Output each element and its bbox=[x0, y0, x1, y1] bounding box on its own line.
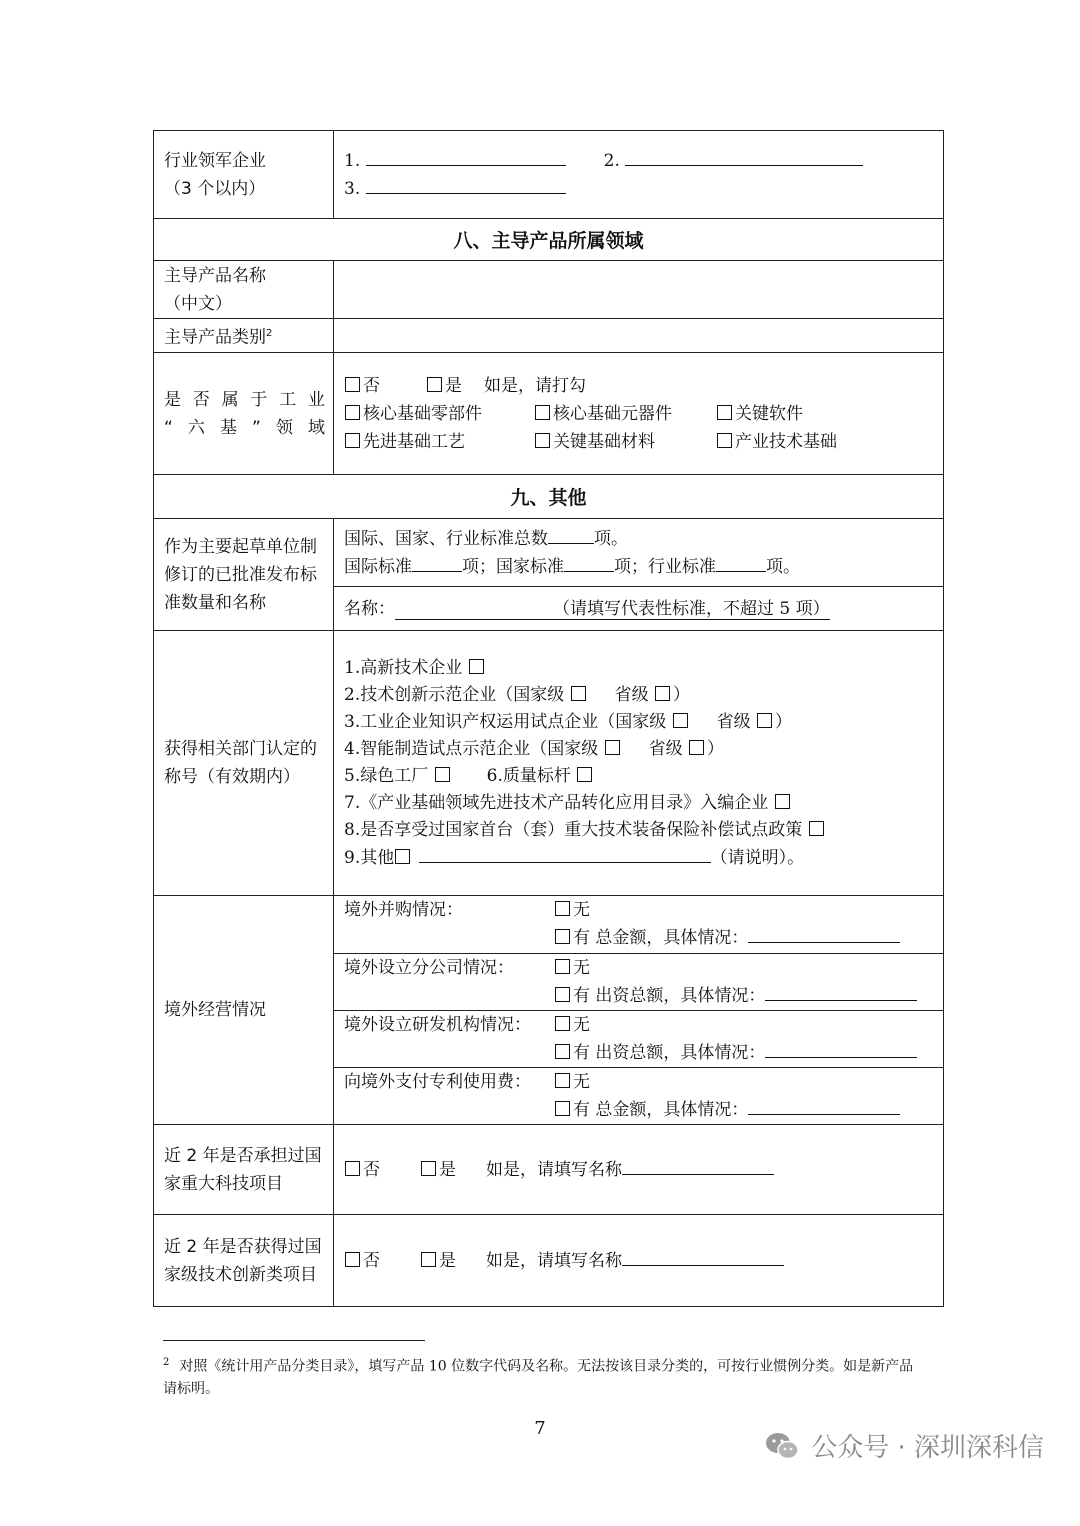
no-label: 否 bbox=[363, 1159, 380, 1180]
opt-checkbox[interactable] bbox=[535, 433, 550, 448]
yes-label: 是 bbox=[439, 1250, 456, 1271]
title-2: 2.技术创新示范企业（国家级 bbox=[344, 684, 565, 705]
fill-name-hint: 如是，请填写名称 bbox=[486, 1250, 622, 1271]
product-category-label bbox=[154, 319, 334, 353]
leaders-row bbox=[154, 131, 944, 219]
have-label: 有 bbox=[573, 1099, 590, 1120]
section-8-title: 八、主导产品所属领域 bbox=[154, 219, 944, 261]
opt-label: 核心基础零部件 bbox=[363, 403, 482, 424]
overseas-cell bbox=[334, 896, 944, 1125]
overseas-item-label: 向境外支付专利使用费： bbox=[344, 1071, 531, 1092]
leader-2-field[interactable] bbox=[625, 147, 863, 166]
yes-label: 是 bbox=[445, 375, 462, 396]
leader-2-num: 2. bbox=[603, 150, 620, 171]
have-label: 有 bbox=[573, 985, 590, 1006]
major-no-checkbox[interactable] bbox=[345, 1161, 360, 1176]
product-category-label-text: 主导产品类别 bbox=[164, 327, 266, 348]
watermark-text: 公众号 · 深圳深科信 bbox=[811, 1433, 1044, 1463]
standards-label: 作为主要起草单位制修订的已批准发布标准数量和名称 bbox=[154, 519, 334, 631]
title-8-checkbox[interactable] bbox=[809, 821, 824, 836]
none-checkbox[interactable] bbox=[555, 1016, 570, 1031]
leader-3-field[interactable] bbox=[366, 175, 566, 194]
no-label: 否 bbox=[363, 375, 380, 396]
title-7-checkbox[interactable] bbox=[775, 794, 790, 809]
prov-label: 省级 bbox=[614, 684, 649, 705]
detail-label: 出资总额，具体情况： bbox=[595, 985, 766, 1006]
footnote-text: 对照《统计用产品分类目录》，填写产品 10 位数字代码及名称。无法按该目录分类的，可按行业惯例分类。如是新产品请标明。 bbox=[163, 1358, 914, 1397]
std-name-label: 名称： bbox=[344, 598, 395, 619]
six-base-cell bbox=[334, 353, 944, 475]
page-number: 7 bbox=[534, 1418, 546, 1439]
title-9: 9.其他 bbox=[344, 847, 395, 868]
opt-checkbox[interactable] bbox=[345, 433, 360, 448]
opt-checkbox[interactable] bbox=[717, 405, 732, 420]
std-industry-label: 项；行业标准 bbox=[614, 556, 716, 577]
std-intl-field[interactable] bbox=[412, 553, 462, 572]
title-4-prov-checkbox[interactable] bbox=[689, 740, 704, 755]
std-name-field[interactable] bbox=[395, 599, 830, 620]
have-label: 有 bbox=[573, 1042, 590, 1063]
major-name-field[interactable] bbox=[622, 1156, 774, 1175]
watermark bbox=[765, 1427, 1044, 1464]
innov-name-field[interactable] bbox=[622, 1247, 784, 1266]
detail-field[interactable] bbox=[748, 1096, 900, 1115]
product-name-label-text: 主导产品名称 （中文） bbox=[164, 265, 266, 314]
std-industry-field[interactable] bbox=[716, 553, 766, 572]
none-checkbox[interactable] bbox=[555, 901, 570, 916]
leaders-label bbox=[154, 131, 334, 219]
footnote-ref: 2 bbox=[266, 327, 273, 339]
title-1: 1.高新技术企业 bbox=[344, 657, 463, 678]
opt-checkbox[interactable] bbox=[535, 405, 550, 420]
std-total-unit: 项。 bbox=[594, 528, 628, 549]
innov-yes-checkbox[interactable] bbox=[421, 1252, 436, 1267]
opt-checkbox[interactable] bbox=[345, 405, 360, 420]
title-5-checkbox[interactable] bbox=[435, 767, 450, 782]
std-national-field[interactable] bbox=[564, 553, 614, 572]
none-checkbox[interactable] bbox=[555, 1073, 570, 1088]
application-form-table bbox=[153, 130, 944, 1307]
product-category-field[interactable] bbox=[334, 319, 944, 353]
title-1-checkbox[interactable] bbox=[469, 659, 484, 674]
title-3-prov-checkbox[interactable] bbox=[757, 713, 772, 728]
footnote-divider bbox=[163, 1340, 425, 1341]
leader-1-field[interactable] bbox=[366, 147, 566, 166]
leaders-cell bbox=[334, 131, 944, 219]
title-6-checkbox[interactable] bbox=[577, 767, 592, 782]
prov-label: 省级 bbox=[648, 738, 683, 759]
standards-count-cell bbox=[334, 519, 944, 587]
titles-cell bbox=[334, 631, 944, 896]
have-checkbox[interactable] bbox=[555, 987, 570, 1002]
titles-label: 获得相关部门认定的称号（有效期内） bbox=[154, 631, 334, 896]
standards-name-cell bbox=[334, 587, 944, 631]
close-paren: ） bbox=[707, 738, 725, 759]
title-4-national-checkbox[interactable] bbox=[605, 740, 620, 755]
title-2-prov-checkbox[interactable] bbox=[655, 686, 670, 701]
six-base-label-text: 是 否 属 于 工 业 “六基”领域 bbox=[164, 389, 325, 438]
innovation-cell bbox=[334, 1215, 944, 1307]
leader-1-num: 1. bbox=[344, 150, 361, 171]
title-8: 8.是否享受过国家首台（套）重大技术装备保险补偿试点政策 bbox=[344, 819, 803, 840]
major-project-cell bbox=[334, 1125, 944, 1215]
product-name-field[interactable] bbox=[334, 261, 944, 319]
opt-checkbox[interactable] bbox=[717, 433, 732, 448]
detail-label: 出资总额，具体情况： bbox=[595, 1042, 766, 1063]
innovation-label: 近 2 年是否获得过国家级技术创新类项目 bbox=[154, 1215, 334, 1307]
section-9-title: 九、其他 bbox=[154, 475, 944, 519]
if-yes-hint: 如是，请打勾 bbox=[484, 375, 586, 396]
title-9-note: （请说明）。 bbox=[710, 847, 805, 868]
fill-name-hint: 如是，请填写名称 bbox=[486, 1159, 622, 1180]
product-name-label bbox=[154, 261, 334, 319]
title-2-national-checkbox[interactable] bbox=[571, 686, 586, 701]
detail-field[interactable] bbox=[765, 982, 917, 1001]
std-industry-unit: 项。 bbox=[766, 556, 800, 577]
footnote-number: 2 bbox=[163, 1357, 170, 1368]
title-3-national-checkbox[interactable] bbox=[673, 713, 688, 728]
std-national-label: 项；国家标准 bbox=[462, 556, 564, 577]
innov-no-checkbox[interactable] bbox=[345, 1252, 360, 1267]
title-4: 4.智能制造试点示范企业（国家级 bbox=[344, 738, 599, 759]
six-base-label bbox=[154, 353, 334, 475]
yes-checkbox[interactable] bbox=[427, 377, 442, 392]
none-label: 无 bbox=[573, 1014, 590, 1035]
have-checkbox[interactable] bbox=[555, 1044, 570, 1059]
no-label: 否 bbox=[363, 1250, 380, 1271]
have-checkbox[interactable] bbox=[555, 929, 570, 944]
close-paren: ） bbox=[673, 684, 691, 705]
title-9-checkbox[interactable] bbox=[395, 849, 410, 864]
title-9-field[interactable] bbox=[419, 844, 711, 863]
prov-label: 省级 bbox=[716, 711, 751, 732]
have-label: 有 bbox=[573, 928, 590, 949]
detail-label: 总金额，具体情况： bbox=[595, 928, 749, 949]
overseas-item-label: 境外设立研发机构情况： bbox=[344, 1014, 531, 1035]
title-6: 6.质量标杆 bbox=[486, 765, 571, 786]
title-3: 3.工业企业知识产权运用试点企业（国家级 bbox=[344, 711, 667, 732]
std-intl-label: 国际标准 bbox=[344, 556, 412, 577]
leaders-label-text: 行业领军企业 （3 个以内） bbox=[164, 150, 266, 199]
std-total-field[interactable] bbox=[548, 525, 594, 544]
opt-label: 核心基础元器件 bbox=[553, 403, 672, 424]
have-checkbox[interactable] bbox=[555, 1101, 570, 1116]
overseas-item-label: 境外并购情况： bbox=[344, 900, 463, 921]
opt-label: 关键基础材料 bbox=[553, 431, 655, 452]
opt-label: 产业技术基础 bbox=[735, 431, 837, 452]
overseas-item-label: 境外设立分公司情况： bbox=[344, 957, 514, 978]
title-7: 7.《产业基础领域先进技术产品转化应用目录》入编企业 bbox=[344, 792, 769, 813]
overseas-label: 境外经营情况 bbox=[154, 896, 334, 1125]
opt-label: 关键软件 bbox=[735, 403, 803, 424]
none-checkbox[interactable] bbox=[555, 959, 570, 974]
title-5: 5.绿色工厂 bbox=[344, 765, 429, 786]
std-total-text: 国际、国家、行业标准总数 bbox=[344, 528, 548, 549]
none-label: 无 bbox=[573, 900, 590, 921]
footnote bbox=[163, 1352, 923, 1400]
yes-label: 是 bbox=[439, 1159, 456, 1180]
none-label: 无 bbox=[573, 1071, 590, 1092]
overseas-subtable bbox=[334, 896, 943, 1124]
opt-label: 先进基础工艺 bbox=[363, 431, 465, 452]
none-label: 无 bbox=[573, 957, 590, 978]
wechat-icon bbox=[765, 1431, 799, 1461]
detail-field[interactable] bbox=[765, 1039, 917, 1058]
detail-label: 总金额，具体情况： bbox=[595, 1099, 749, 1120]
major-yes-checkbox[interactable] bbox=[421, 1161, 436, 1176]
std-name-note: （请填写代表性标准，不超过 5 项） bbox=[553, 598, 830, 619]
major-project-label: 近 2 年是否承担过国家重大科技项目 bbox=[154, 1125, 334, 1215]
detail-field[interactable] bbox=[748, 924, 900, 943]
no-checkbox[interactable] bbox=[345, 377, 360, 392]
leader-3-num: 3. bbox=[344, 178, 361, 199]
close-paren: ） bbox=[775, 711, 793, 732]
